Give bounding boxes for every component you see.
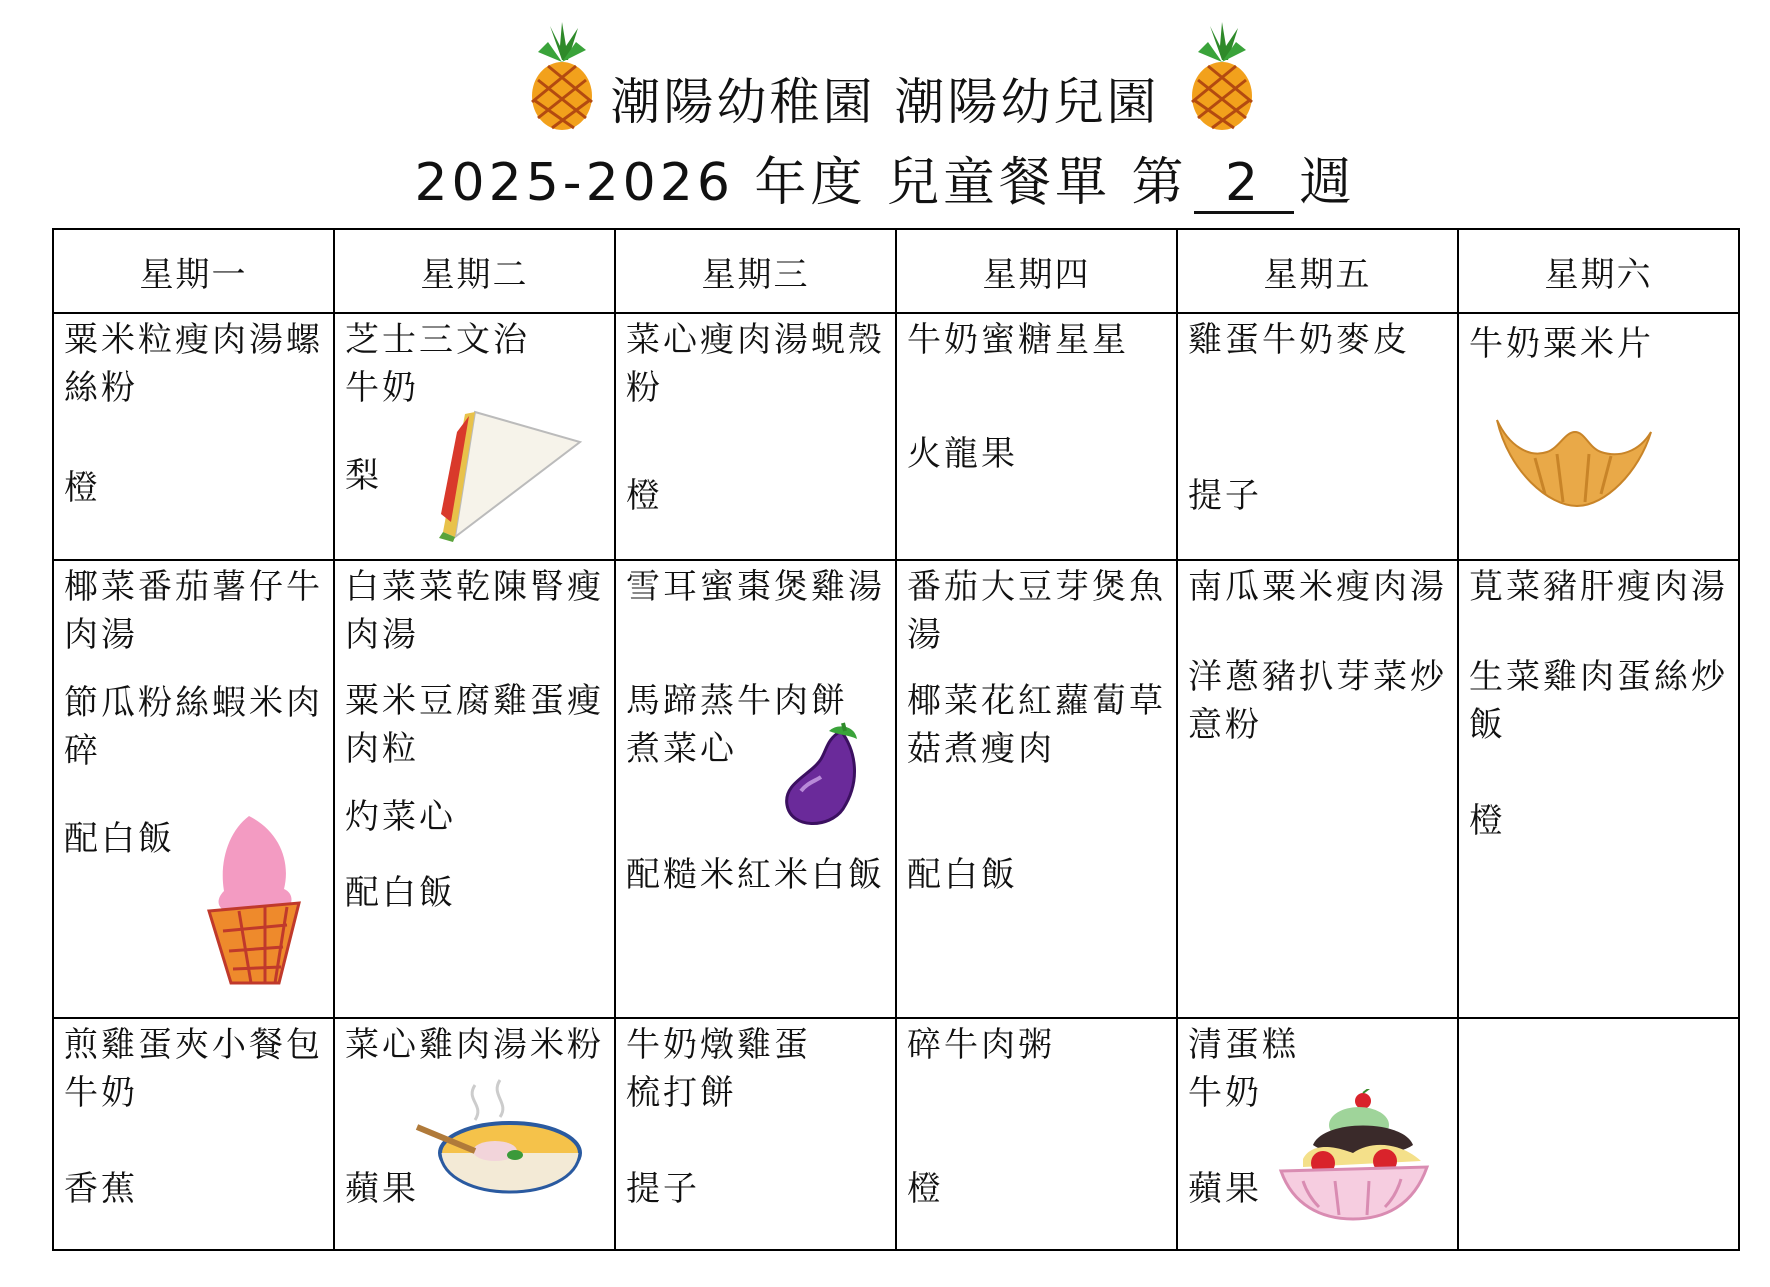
menu-item: 菜心瘦肉湯蜆殼粉 — [626, 320, 885, 408]
day-header-sat: 星期六 — [1458, 229, 1739, 313]
menu-item: 牛奶粟米片 — [1469, 324, 1654, 364]
menu-item: 梳打餅 — [626, 1073, 737, 1113]
snack-wed — [615, 1018, 896, 1250]
day-header-tue: 星期二 — [334, 229, 615, 313]
menu-item: 牛奶 — [1188, 1073, 1262, 1113]
lunch-wed — [615, 560, 896, 1018]
menu-item: 配白飯 — [907, 855, 1018, 895]
menu-item: 橙 — [626, 476, 663, 516]
breakfast-mon — [53, 313, 334, 560]
snack-mon — [53, 1018, 334, 1250]
breakfast-row — [53, 313, 1739, 560]
menu-item: 灼菜心 — [345, 797, 456, 837]
menu-item: 橙 — [64, 468, 101, 508]
menu-title — [0, 140, 1770, 215]
day-header-fri: 星期五 — [1177, 229, 1458, 313]
menu-item: 菜心雞肉湯米粉 — [345, 1025, 604, 1065]
menu-item: 節瓜粉絲蝦米肉碎 — [64, 683, 323, 771]
menu-title-prefix: 2025-2026 年度 兒童餐單 第 — [414, 153, 1188, 213]
day-header-row — [53, 229, 1739, 313]
menu-item: 番茄大豆芽煲魚湯 — [907, 567, 1166, 655]
menu-item: 梨 — [345, 456, 382, 496]
menu-item: 香蕉 — [64, 1169, 138, 1209]
breakfast-sat — [1458, 313, 1739, 560]
menu-item: 碎牛肉粥 — [907, 1025, 1055, 1065]
menu-item: 火龍果 — [907, 434, 1018, 474]
menu-item: 粟米豆腐雞蛋瘦肉粒 — [345, 681, 604, 769]
snack-row — [53, 1018, 1739, 1250]
menu-item: 粟米粒瘦肉湯螺絲粉 — [64, 320, 323, 408]
lunch-mon — [53, 560, 334, 1018]
menu-item: 南瓜粟米瘦肉湯 — [1188, 567, 1447, 607]
snack-sat — [1458, 1018, 1739, 1250]
menu-item: 配白飯 — [345, 873, 456, 913]
menu-title-suffix: 週 — [1299, 153, 1356, 213]
menu-item: 生菜雞肉蛋絲炒飯 — [1469, 657, 1728, 745]
menu-item: 牛奶 — [345, 368, 419, 408]
menu-item: 煎雞蛋夾小餐包 — [64, 1025, 323, 1065]
menu-item: 配糙米紅米白飯 — [626, 855, 885, 895]
menu-item: 雪耳蜜棗煲雞湯 — [626, 567, 885, 607]
lunch-tue — [334, 560, 615, 1018]
eggplant-icon — [781, 721, 871, 831]
croissant-icon — [1489, 402, 1659, 512]
menu-item: 雞蛋牛奶麥皮 — [1188, 320, 1410, 360]
menu-item: 椰菜番茄薯仔牛肉湯 — [64, 567, 323, 655]
menu-item: 芝士三文治 — [345, 320, 530, 360]
breakfast-tue — [334, 313, 615, 560]
menu-header — [0, 0, 1770, 225]
menu-item: 提子 — [626, 1169, 700, 1209]
menu-item: 牛奶 — [64, 1073, 138, 1113]
menu-item: 橙 — [1469, 801, 1506, 841]
menu-item: 白菜菜乾陳腎瘦肉湯 — [345, 567, 604, 655]
snack-fri — [1177, 1018, 1458, 1250]
snack-tue — [334, 1018, 615, 1250]
sundae-icon — [1273, 1089, 1433, 1224]
ice-cream-icon — [199, 811, 309, 991]
day-header-mon: 星期一 — [53, 229, 334, 313]
menu-item: 牛奶蜜糖星星 — [907, 320, 1129, 360]
breakfast-fri — [1177, 313, 1458, 560]
menu-item: 牛奶燉雞蛋 — [626, 1025, 811, 1065]
weekly-menu-table — [52, 228, 1740, 1251]
noodle-soup-icon — [415, 1075, 585, 1225]
breakfast-wed — [615, 313, 896, 560]
lunch-row — [53, 560, 1739, 1018]
menu-item: 洋蔥豬扒芽菜炒意粉 — [1188, 657, 1447, 745]
menu-item: 蘋果 — [1188, 1169, 1262, 1209]
menu-item: 椰菜花紅蘿蔔草菇煮瘦肉 — [907, 681, 1166, 769]
school-name: 潮陽幼稚園 潮陽幼兒園 — [610, 73, 1160, 131]
menu-item: 提子 — [1188, 476, 1262, 516]
menu-item: 清蛋糕 — [1188, 1025, 1299, 1065]
menu-item: 蘋果 — [345, 1169, 419, 1209]
lunch-sat — [1458, 560, 1739, 1018]
menu-item: 配白飯 — [64, 819, 175, 859]
sandwich-icon — [435, 402, 585, 542]
week-number: 2 — [1194, 155, 1294, 214]
menu-item: 煮菜心 — [626, 729, 737, 769]
menu-item: 橙 — [907, 1169, 944, 1209]
menu-item: 馬蹄蒸牛肉餅 — [626, 681, 848, 721]
lunch-thu — [896, 560, 1177, 1018]
day-header-thu: 星期四 — [896, 229, 1177, 313]
menu-item: 莧菜豬肝瘦肉湯 — [1469, 567, 1728, 607]
breakfast-thu — [896, 313, 1177, 560]
day-header-wed: 星期三 — [615, 229, 896, 313]
lunch-fri — [1177, 560, 1458, 1018]
snack-thu — [896, 1018, 1177, 1250]
